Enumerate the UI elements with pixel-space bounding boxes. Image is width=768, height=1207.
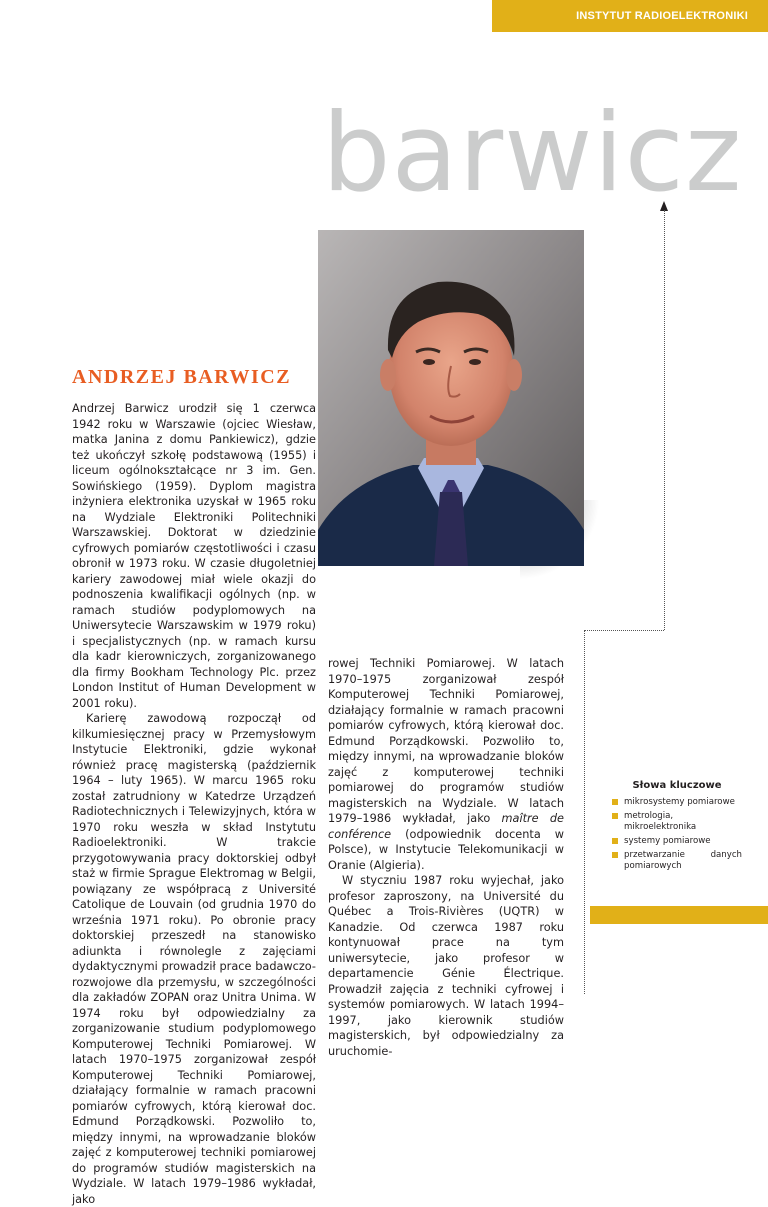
footer-accent-bar [590,906,768,924]
square-bullet-icon [612,852,618,858]
square-bullet-icon [612,799,618,805]
dotted-line-horizontal [584,630,664,631]
paragraph-career-continued: rowej Techniki Pomiarowej. W latach 1970–1975 zorganizował zespół Komputerowej Techniki Pomiarowej, działający formalnie w ramach pracowni pomiarów cyfrowych, którą kierował doc. Edmund Porządkowski. Pozwoliło to, między innymi, na wprowadzanie bloków zajęć z komputerowej techniki pomiarowej do programów studiów magisterskich na Wydziale. W latach 1979–1986 wykładał, jako maître de conférence (odpowiednik docenta w Polsce), w Instytucie Telekomunikacji w Oranie (Algieria). [328,657,564,872]
keywords-title: Słowa kluczowe [632,780,722,791]
square-bullet-icon [612,813,618,819]
portrait-photo [318,230,584,566]
keywords-box [612,780,742,875]
square-bullet-icon [612,838,618,844]
keyword-text: mikrosystemy pomiarowe [624,797,735,807]
dotted-line-vertical-lower [584,630,585,994]
surname-large: barwicz [322,91,743,216]
italic-title: maître de conférence [328,812,564,841]
portrait-illustration [318,230,584,566]
article-title: ANDRZEJ BARWICZ [72,366,292,388]
paragraph-biography: Andrzej Barwicz urodził się 1 czerwca 1942 roku w Warszawie (ojciec Wiesław, matka Janina z domu Pankiewicz), gdzie też ukończył szkołę podstawową (1955) i liceum ogólnokształcące nr 3 im. Gen. Sowińskiego (1959). Dyplom magistra inżyniera elektronika uzyskał w 1965 roku na Wydziale Elektroniki Politechniki Warszawskiej. Doktorat w dziedzinie cyfrowych pomiarów częstotliwości i czasu obronił w 1973 roku. W czasie długoletniej kariery zawodowej miał wiele okazji do podnoszenia kwalifikacji ogólnych (np. w ramach studiów podyplomowych na Uniwersytecie Warszawskim w 1979 roku) i specjalistycznych (np. w ramach kursu dla kadr kierowniczych, zorganizowanego dla firmy Bookham Technology Plc. przez London Institut of Human Development w 2001 roku). [72,402,316,710]
paragraph-career: Karierę zawodową rozpoczął od kilkumiesięcznej pracy w Przemysłowym Instytucie Elektroniki, gdzie wykonał również pracę magisterską (październik 1964 – luty 1965). W marcu 1965 roku został zatrudniony w Katedrze Urządzeń Radiotechnicznych i Telewizyjnych, która w 1970 roku weszła w skład Instytutu Radioelektroniki. W trakcie przygotowywania pracy doktorskiej odbył staż w firmie Sprague Elektromag w Belgii, powiązany ze współpracą z Université Catolique de Louvain (od grudnia 1970 do września 1971 roku). Po obronie pracy doktorskiej przeszedł na stanowisko adiunkta i równolegle z zajęciami dydaktycznymi prowadził prace badawczo-rozwojowe dla przemysłu, w szczególności dla zakładów ZOPAN oraz Unitra Unima. W 1974 roku był odpowiedzialny za zorganizowanie studium podyplomowego Komputerowej Techniki Pomiarowej. W latach 1970–1975 zorganizował zespół Komputerowej Techniki Pomiarowej, działający formalnie w ramach pracowni pomiarów cyfrowych, którą kierował doc. Edmund Porządkowski. Pozwoliło to, między innymi, na wprowadzanie bloków zajęć z komputerowej techniki pomiarowej do programów studiów magisterskich na Wydziale. W latach 1979–1986 wykładał, jako [72,712,316,1206]
keyword-text: systemy pomiarowe [624,836,711,846]
keyword-item [612,797,742,808]
paragraph-oran: (odpowiednik docenta w Polsce), w Instytucie Telekomunikacji w Oranie (Algieria). [328,827,564,872]
header-label: INSTYTUT RADIOELEKTRONIKI [576,10,748,22]
keyword-text: metrologia, mikroelektronika [624,811,697,832]
dotted-line-vertical [664,210,665,630]
keyword-item [612,811,742,833]
keyword-item [612,836,742,847]
keyword-text: przetwarzanie danych pomiarowych [624,850,742,871]
text-column-right [328,656,564,1059]
text-column-left [72,401,316,1206]
paragraph-canada: W styczniu 1987 roku wyjechał, jako profesor zaproszony, na Université du Québec a Trois-Rivières (UQTR) w Kanadzie. Od czerwca 1987 roku kontynuował prace na tym uniwersytecie, jako profesor w departamencie Génie Électrique. Prowadził zajęcia z techniki cyfrowej i systemów pomiarowych. W latach 1994–1997, jako kierownik studiów magisterskich, był odpowiedzialny za uruchomie- [328,874,564,1058]
header-bar [492,0,768,32]
keyword-item [612,850,742,872]
